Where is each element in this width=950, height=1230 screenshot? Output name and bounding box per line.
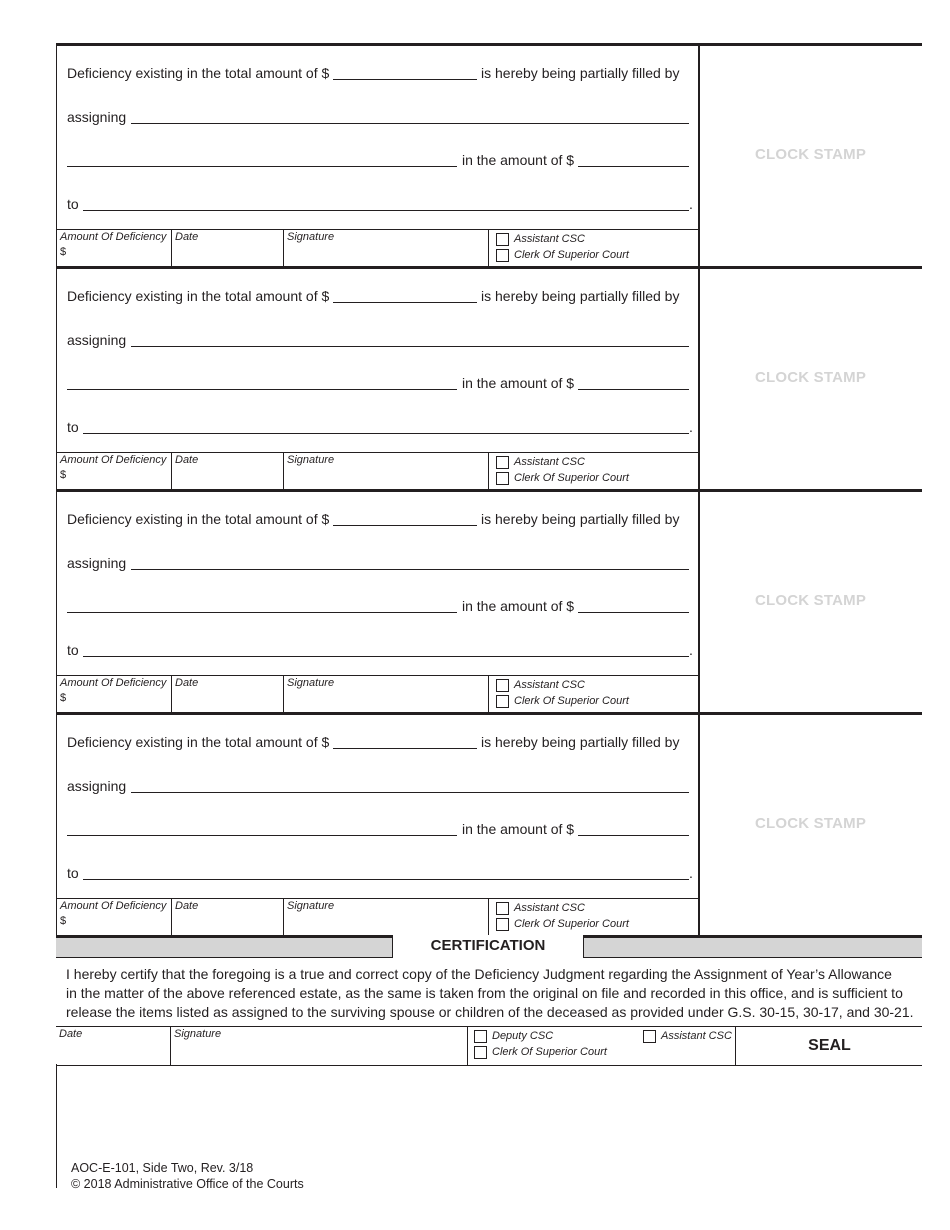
total-amount-field[interactable]: [333, 525, 477, 526]
certification-signature-cell[interactable]: [171, 1027, 467, 1065]
signature-label: Signature: [287, 454, 335, 466]
clerk-superior-court-label: Clerk Of Superior Court: [514, 918, 629, 930]
form-id: AOC-E-101, Side Two, Rev. 3/18: [71, 1161, 254, 1175]
partial-amount-field[interactable]: [578, 835, 689, 836]
certification-line: release the items listed as assigned to the surviving spouse or children of the deceased as provided under G.S. 30-15, 30-17, and 30-21.: [66, 1004, 914, 1020]
seal-area: SEAL: [735, 1027, 923, 1065]
certification-signature-row: [56, 1026, 922, 1066]
certification-date-cell[interactable]: [56, 1027, 171, 1065]
total-amount-field[interactable]: [333, 79, 477, 80]
certification-signature-label: Signature: [174, 1028, 222, 1040]
to-period: .: [689, 196, 693, 212]
partial-amount-field[interactable]: [578, 389, 689, 390]
assistant-csc-label: Assistant CSC: [514, 456, 585, 468]
amount-dollar-sign: $: [60, 246, 67, 258]
to-label: to: [67, 419, 79, 435]
clerk-superior-court-checkbox[interactable]: [496, 695, 509, 708]
deficiency-blocks: [56, 43, 922, 935]
to-label: to: [67, 865, 79, 881]
deficiency-total-line: [67, 288, 329, 304]
clock-stamp-label: CLOCK STAMP: [754, 815, 867, 832]
to-period: .: [689, 642, 693, 658]
assistant-csc-label: Assistant CSC: [514, 902, 585, 914]
cell-divider: [488, 899, 489, 936]
clock-stamp-area: [699, 46, 922, 266]
deficiency-entry-area: [56, 46, 700, 266]
cell-divider: [488, 453, 489, 490]
assigned-items-field[interactable]: [67, 389, 457, 390]
certification-line: I hereby certify that the foregoing is a true and correct copy of the Deficiency Judgment regarding the Assignment of Year’s Allowance: [66, 966, 892, 982]
amount-of-deficiency-label: Amount Of Deficiency: [60, 454, 167, 466]
deficiency-entry-area: [56, 715, 700, 935]
assistant-csc-checkbox[interactable]: [496, 456, 509, 469]
certification-clerk-checkbox[interactable]: [474, 1046, 487, 1059]
date-label: Date: [175, 900, 199, 912]
cell-divider: [488, 676, 489, 713]
to-label: to: [67, 196, 79, 212]
assistant-csc-label: Assistant CSC: [514, 679, 585, 691]
certification-title: CERTIFICATION: [392, 935, 584, 958]
amount-of-deficiency-label: Amount Of Deficiency: [60, 900, 167, 912]
clock-stamp-label: CLOCK STAMP: [754, 369, 867, 386]
amount-of-deficiency-cell[interactable]: [57, 676, 172, 713]
deficiency-entry-area: [56, 269, 700, 489]
deputy-csc-checkbox[interactable]: [474, 1030, 487, 1043]
amount-dollar-sign: $: [60, 692, 67, 704]
amount-of-deficiency-cell[interactable]: [57, 230, 172, 267]
signature-row: [57, 898, 698, 936]
date-label: Date: [175, 231, 199, 243]
deficiency-total-suffix: is hereby being partially filled by: [481, 288, 680, 304]
clock-stamp-label: CLOCK STAMP: [754, 592, 867, 609]
deficiency-total-suffix: is hereby being partially filled by: [481, 734, 680, 750]
total-amount-field[interactable]: [333, 748, 477, 749]
deficiency-block: [56, 489, 922, 712]
clock-stamp-area: [699, 269, 922, 489]
assigning-label: assigning: [67, 332, 127, 348]
clerk-superior-court-checkbox[interactable]: [496, 918, 509, 931]
total-amount-field[interactable]: [333, 302, 477, 303]
signature-cell[interactable]: [284, 230, 488, 267]
clerk-superior-court-label: Clerk Of Superior Court: [514, 472, 629, 484]
deficiency-total-prefix: Deficiency existing in the total amount of $: [67, 734, 330, 750]
amount-of-deficiency-cell[interactable]: [57, 899, 172, 936]
deficiency-total-line: [67, 511, 329, 527]
amount-label: in the amount of $: [462, 821, 575, 837]
cell-divider: [467, 1027, 468, 1065]
deficiency-block: [56, 43, 922, 266]
certification-date-label: Date: [59, 1028, 83, 1040]
amount-label: in the amount of $: [462, 152, 575, 168]
date-cell[interactable]: [172, 899, 284, 936]
deficiency-form: [56, 43, 922, 1191]
to-label: to: [67, 642, 79, 658]
signature-label: Signature: [287, 231, 335, 243]
deficiency-total-suffix: is hereby being partially filled by: [481, 511, 680, 527]
amount-dollar-sign: $: [60, 915, 67, 927]
clerk-superior-court-label: Clerk Of Superior Court: [514, 695, 629, 707]
certification-header: [56, 935, 922, 958]
clock-stamp-area: [699, 492, 922, 712]
assigning-field[interactable]: [131, 346, 689, 347]
assigned-items-field[interactable]: [67, 166, 457, 167]
deficiency-block: [56, 712, 922, 935]
amount-of-deficiency-label: Amount Of Deficiency: [60, 677, 167, 689]
assigned-items-field[interactable]: [67, 612, 457, 613]
signature-label: Signature: [287, 677, 335, 689]
deficiency-total-line: [67, 65, 329, 81]
partial-amount-field[interactable]: [578, 612, 689, 613]
assistant-csc-checkbox[interactable]: [496, 679, 509, 692]
to-period: .: [689, 865, 693, 881]
left-margin-rule: [56, 1064, 57, 1188]
date-cell[interactable]: [172, 230, 284, 267]
to-field[interactable]: [83, 879, 689, 880]
to-field[interactable]: [83, 210, 689, 211]
to-period: .: [689, 419, 693, 435]
signature-cell[interactable]: [284, 453, 488, 490]
partial-amount-field[interactable]: [578, 166, 689, 167]
assistant-csc-checkbox[interactable]: [496, 902, 509, 915]
signature-label: Signature: [287, 900, 335, 912]
clock-stamp-area: [699, 715, 922, 935]
certification-text: [66, 965, 922, 1022]
form-footer: [71, 1160, 304, 1192]
certification-line: in the matter of the above referenced estate, as the same is taken from the original on file and recorded in this office, and is sufficient to: [66, 985, 903, 1001]
date-label: Date: [175, 677, 199, 689]
signature-row: [57, 675, 698, 713]
deficiency-total-prefix: Deficiency existing in the total amount of $: [67, 65, 330, 81]
date-cell[interactable]: [172, 453, 284, 490]
to-field[interactable]: [83, 656, 689, 657]
assigning-label: assigning: [67, 778, 127, 794]
cell-divider: [488, 230, 489, 267]
signature-row: [57, 229, 698, 267]
assistant-csc-checkbox[interactable]: [496, 233, 509, 246]
certification-assistant-csc-label: Assistant CSC: [661, 1030, 732, 1042]
clock-stamp-label: CLOCK STAMP: [754, 146, 867, 163]
deficiency-total-line: [67, 734, 329, 750]
signature-row: [57, 452, 698, 490]
certification-clerk-label: Clerk Of Superior Court: [492, 1046, 607, 1058]
deficiency-total-suffix: is hereby being partially filled by: [481, 65, 680, 81]
date-label: Date: [175, 454, 199, 466]
assigning-field[interactable]: [131, 123, 689, 124]
amount-label: in the amount of $: [462, 598, 575, 614]
assigning-field[interactable]: [131, 569, 689, 570]
date-cell[interactable]: [172, 676, 284, 713]
clerk-superior-court-checkbox[interactable]: [496, 472, 509, 485]
clerk-superior-court-label: Clerk Of Superior Court: [514, 249, 629, 261]
amount-of-deficiency-label: Amount Of Deficiency: [60, 231, 167, 243]
to-field[interactable]: [83, 433, 689, 434]
amount-dollar-sign: $: [60, 469, 67, 481]
signature-cell[interactable]: [284, 676, 488, 713]
assigning-label: assigning: [67, 109, 127, 125]
copyright: © 2018 Administrative Office of the Courts: [71, 1177, 304, 1191]
deficiency-entry-area: [56, 492, 700, 712]
assigning-label: assigning: [67, 555, 127, 571]
signature-cell[interactable]: [284, 899, 488, 936]
deficiency-total-prefix: Deficiency existing in the total amount of $: [67, 511, 330, 527]
assistant-csc-label: Assistant CSC: [514, 233, 585, 245]
amount-label: in the amount of $: [462, 375, 575, 391]
certification-assistant-csc-checkbox[interactable]: [643, 1030, 656, 1043]
assigned-items-field[interactable]: [67, 835, 457, 836]
deficiency-total-prefix: Deficiency existing in the total amount of $: [67, 288, 330, 304]
amount-of-deficiency-cell[interactable]: [57, 453, 172, 490]
deputy-csc-label: Deputy CSC: [492, 1030, 554, 1042]
assigning-field[interactable]: [131, 792, 689, 793]
clerk-superior-court-checkbox[interactable]: [496, 249, 509, 262]
deficiency-block: [56, 266, 922, 489]
